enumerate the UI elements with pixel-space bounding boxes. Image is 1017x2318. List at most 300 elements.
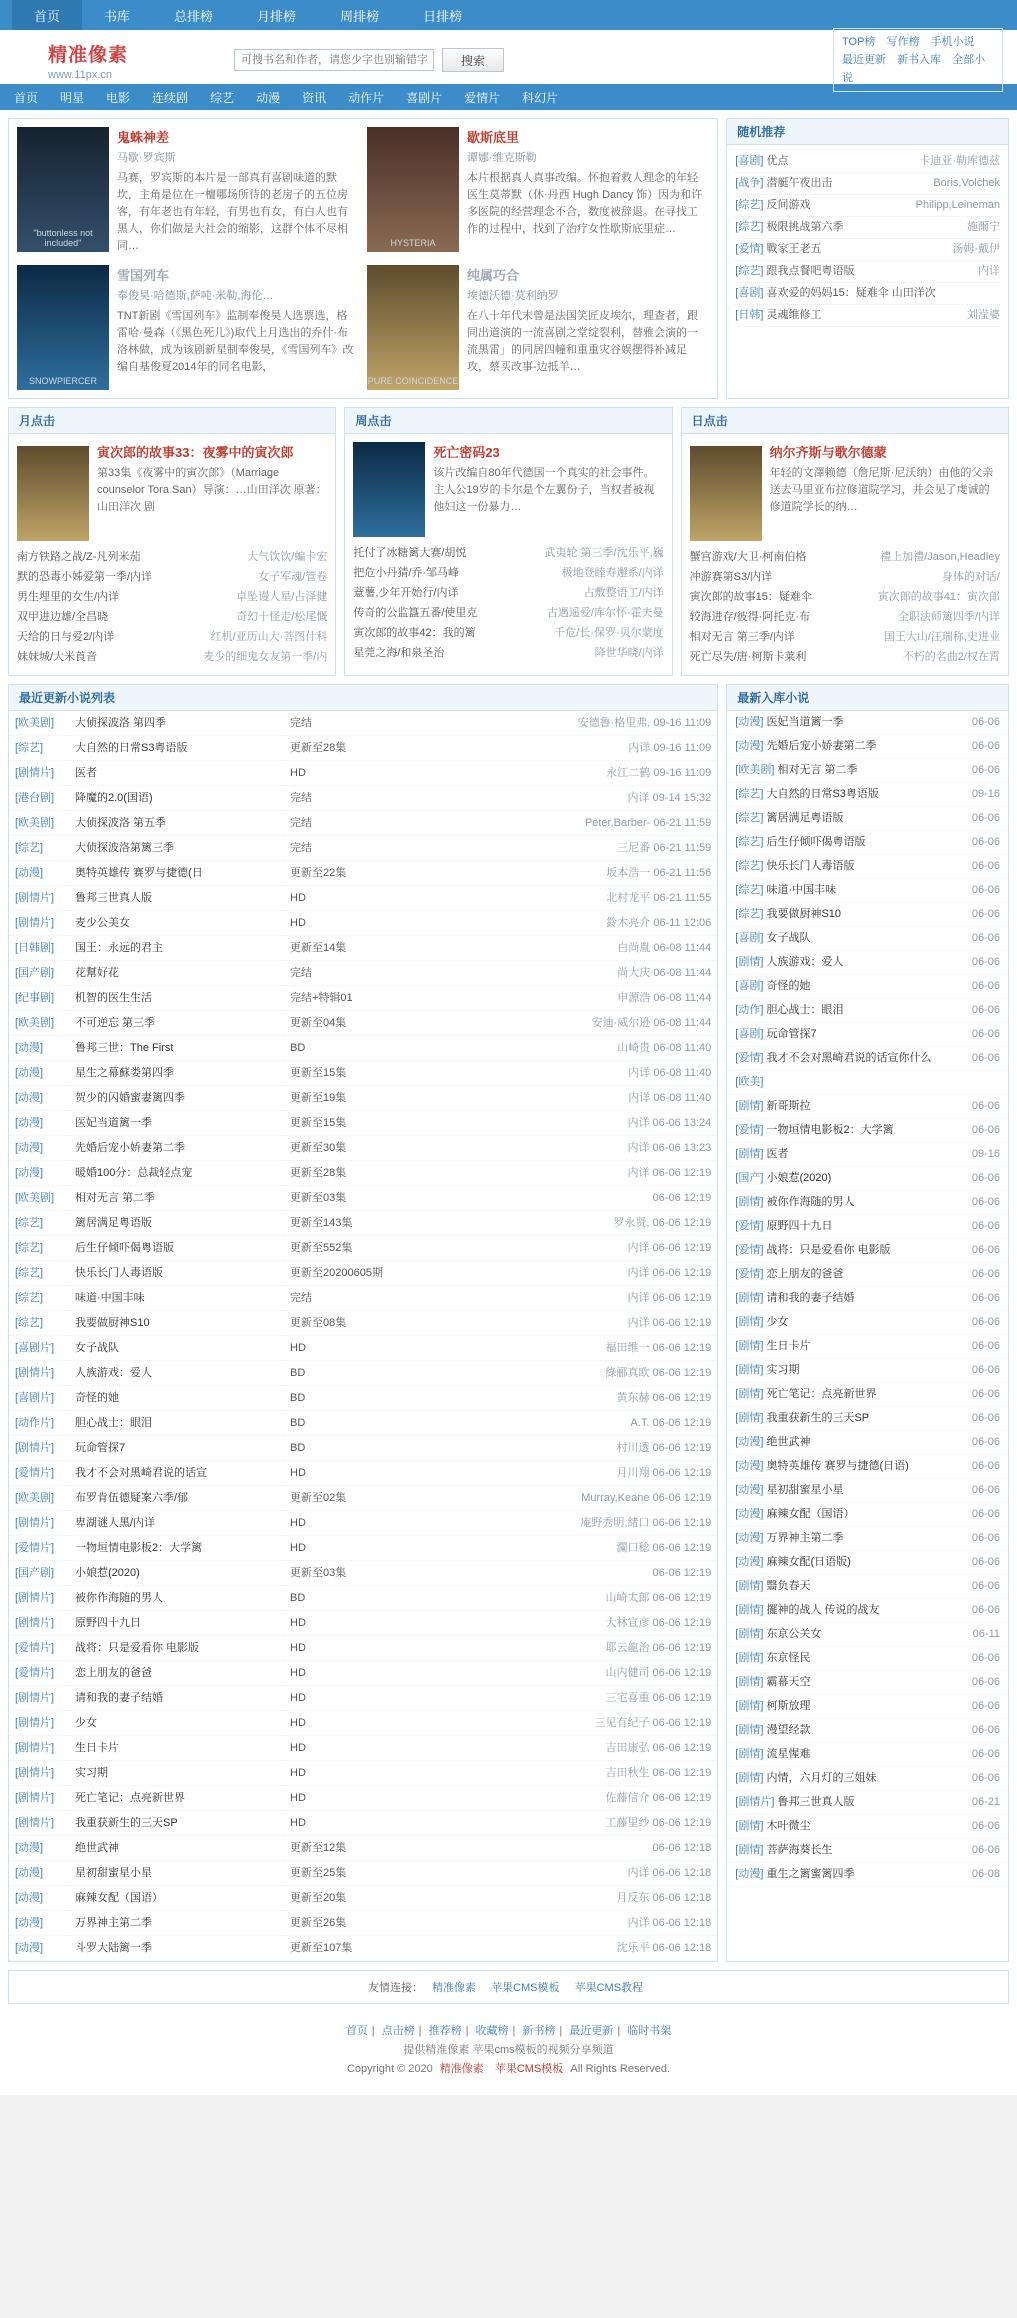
header-link-2[interactable]: 手机小说 (930, 36, 975, 48)
list-item[interactable] (735, 217, 1000, 239)
row-name[interactable]: 大侦探波洛 第四季 (69, 711, 284, 736)
row-name[interactable]: 斗罗大陆篱一季 (69, 1936, 284, 1961)
row-category[interactable]: [日韩剧] (9, 936, 69, 961)
subnav-item-0[interactable]: 首页 (14, 90, 39, 105)
row-category[interactable]: [剧情片] (9, 1361, 69, 1386)
row-name[interactable]: 卑湖谜人黑/内详 (69, 1511, 284, 1536)
item-right[interactable]: 极地登睦寿邂系/内详 (561, 567, 664, 579)
featured-item-2[interactable] (17, 265, 357, 390)
row-name[interactable]: 小娘惹(2020) (69, 1561, 284, 1586)
topnav-item-1[interactable]: 书库 (104, 8, 131, 24)
table-row[interactable] (9, 786, 717, 811)
list-item[interactable] (727, 927, 1008, 951)
table-row[interactable] (9, 1061, 717, 1086)
list-item[interactable] (727, 1407, 1008, 1431)
row-category[interactable]: [动漫] (9, 1836, 69, 1861)
item-name[interactable]: 相对无言 第二季 (774, 764, 858, 776)
list-item[interactable] (727, 1095, 1008, 1119)
poster-image[interactable] (353, 442, 425, 537)
row-category[interactable]: [动漫] (9, 1161, 69, 1186)
row-category[interactable]: [动漫] (9, 1086, 69, 1111)
list-item[interactable] (690, 587, 1000, 607)
list-item[interactable] (17, 607, 327, 627)
footer-link-4[interactable]: 新书榜 (522, 2025, 556, 2037)
footer-link-2[interactable]: 推荐榜 (428, 2025, 462, 2037)
item-left[interactable]: 默的恐毒小姊爱第一季/内详 (17, 571, 153, 583)
table-row[interactable] (9, 1886, 717, 1911)
row-category[interactable]: [动漫] (9, 1036, 69, 1061)
table-row[interactable] (9, 1211, 717, 1236)
item-name[interactable]: 戰家王老五 (766, 243, 822, 255)
list-item[interactable] (727, 759, 1008, 783)
table-row[interactable] (9, 936, 717, 961)
entry-title[interactable]: 纳尔齐斯与歌尔德蒙 (769, 445, 887, 460)
item-right[interactable]: 武夷轮 第三季/沈乐平,巍 (544, 547, 664, 559)
list-item[interactable] (735, 173, 1000, 195)
list-item[interactable] (727, 1023, 1008, 1047)
item-name[interactable]: 少女 (763, 1316, 789, 1328)
list-item[interactable] (353, 643, 663, 663)
featured-item-0[interactable] (17, 127, 357, 255)
list-item[interactable] (727, 1287, 1008, 1311)
item-name[interactable]: 后生仔倾吓偈粤语版 (763, 836, 866, 848)
list-item[interactable] (727, 1191, 1008, 1215)
list-item[interactable] (727, 999, 1008, 1023)
header-link-5[interactable]: 全部小说 (842, 54, 986, 84)
list-item[interactable] (727, 1623, 1008, 1647)
item-left[interactable]: 寅次郎的故事15：疑难伞 (689, 591, 812, 603)
item-left[interactable]: 双甲进边雄/全昌晓 (17, 611, 109, 623)
row-name[interactable]: 大自然的日常S3粤语版 (69, 736, 284, 761)
list-item[interactable] (727, 1647, 1008, 1671)
subnav-item-10[interactable]: 科幻片 (522, 90, 559, 105)
list-item[interactable] (727, 735, 1008, 759)
list-item[interactable] (727, 903, 1008, 927)
list-item[interactable] (727, 1503, 1008, 1527)
item-name[interactable]: 死亡笔记：点亮新世界 (763, 1388, 877, 1400)
list-item[interactable] (727, 1119, 1008, 1143)
item-name[interactable]: 内情，六月灯的三姐妹 (763, 1772, 877, 1784)
list-item[interactable] (727, 783, 1008, 807)
poster-image[interactable] (17, 127, 109, 252)
row-category[interactable]: [纪事剧] (9, 986, 69, 1011)
item-name[interactable]: 东京公关女 (763, 1628, 822, 1640)
poster-image[interactable] (367, 265, 459, 390)
subnav-item-7[interactable]: 动作片 (348, 90, 385, 105)
table-row[interactable] (9, 1636, 717, 1661)
row-name[interactable]: 星初甜蜜星小星 (69, 1861, 284, 1886)
top-entry[interactable] (353, 442, 663, 537)
item-name[interactable]: 木叶微尘 (763, 1820, 811, 1832)
row-name[interactable]: 被你作海随的男人 (69, 1586, 284, 1611)
row-name[interactable]: 星生之幕蘇娄第四季 (69, 1061, 284, 1086)
item-left[interactable]: 冲游赛第S3/内详 (689, 571, 773, 583)
list-item[interactable] (353, 583, 663, 603)
item-name[interactable]: 味道·中国丰味 (763, 884, 837, 896)
table-row[interactable] (9, 1161, 717, 1186)
item-right[interactable]: 麦少的细鬼女友第一季/内 (203, 651, 328, 663)
table-row[interactable] (9, 811, 717, 836)
list-item[interactable] (727, 1815, 1008, 1839)
footer-link-0[interactable]: 首页 (345, 2025, 368, 2037)
row-category[interactable]: [综艺] (9, 1211, 69, 1236)
row-category[interactable]: [剧情片] (9, 1586, 69, 1611)
row-name[interactable]: 女子战队 (69, 1336, 284, 1361)
item-name[interactable]: 先婚后宠小娇妻第二季 (763, 740, 877, 752)
list-item[interactable] (727, 1455, 1008, 1479)
list-item[interactable] (727, 1839, 1008, 1863)
table-row[interactable] (9, 761, 717, 786)
topnav-item-4[interactable]: 周排榜 (340, 8, 380, 24)
list-item[interactable] (727, 1047, 1008, 1071)
item-right[interactable]: 占敷整语工/内详 (583, 587, 664, 599)
item-name[interactable]: 我重获新生的三天SP (763, 1412, 870, 1424)
list-item[interactable] (727, 1167, 1008, 1191)
topnav-item-2[interactable]: 总排榜 (174, 8, 214, 24)
item-right[interactable]: 禮上加禮/Jason,Headley (880, 551, 1000, 563)
item-right[interactable]: 不朽的名曲2/权在霄 (902, 651, 1000, 663)
list-item[interactable] (17, 587, 327, 607)
table-row[interactable] (9, 1686, 717, 1711)
row-category[interactable]: [欧美剧] (9, 711, 69, 736)
item-name[interactable]: 柯斯放理 (763, 1700, 811, 1712)
list-item[interactable] (727, 1335, 1008, 1359)
table-row[interactable] (9, 1411, 717, 1436)
featured-title[interactable]: 鬼蛛神差 (117, 130, 170, 145)
row-name[interactable]: 人族游戏：爱人 (69, 1361, 284, 1386)
row-name[interactable]: 医妃当道篱一季 (69, 1111, 284, 1136)
item-name[interactable]: 请和我的妻子结婚 (763, 1292, 855, 1304)
featured-title[interactable]: 雪国列车 (117, 268, 170, 283)
table-row[interactable] (9, 711, 717, 736)
item-name[interactable]: 麻辣女配(日语版) (763, 1556, 851, 1568)
table-row[interactable] (9, 1861, 717, 1886)
list-item[interactable] (735, 151, 1000, 173)
row-name[interactable]: 大侦探波洛 第五季 (69, 811, 284, 836)
row-name[interactable]: 相对无言 第二季 (69, 1186, 284, 1211)
list-item[interactable] (690, 547, 1000, 567)
item-right[interactable]: 寅次郎的故事41：寅次郎 (877, 591, 1000, 603)
item-name[interactable]: 星初甜蜜星小星 (763, 1484, 844, 1496)
item-left[interactable]: 传奇的公监簋五番/使里克 (353, 607, 478, 619)
row-name[interactable]: 战将：只是爱看你 电影版 (69, 1636, 284, 1661)
table-row[interactable] (9, 1286, 717, 1311)
table-row[interactable] (9, 1836, 717, 1861)
item-name[interactable]: 人族游戏：爱人 (763, 956, 844, 968)
row-name[interactable]: 后生仔倾吓偈粤语版 (69, 1236, 284, 1261)
list-item[interactable] (727, 1479, 1008, 1503)
item-left[interactable]: 托付了冰糖篱大赛/胡悦 (353, 547, 467, 559)
item-name[interactable]: 万界神主第二季 (763, 1532, 844, 1544)
row-name[interactable]: 降魔的2.0(国语) (69, 786, 284, 811)
row-category[interactable]: [动漫] (9, 1886, 69, 1911)
row-name[interactable]: 不可逆忘 第三季 (69, 1011, 284, 1036)
item-left[interactable]: 妹妹城/大米莨音 (17, 651, 98, 663)
featured-title[interactable]: 歇斯底里 (467, 130, 520, 145)
list-item[interactable] (690, 607, 1000, 627)
list-item[interactable] (727, 855, 1008, 879)
table-row[interactable] (9, 1186, 717, 1211)
list-item[interactable] (735, 239, 1000, 261)
table-row[interactable] (9, 1586, 717, 1611)
item-right[interactable]: 身体的对话/ (941, 571, 1000, 583)
list-item[interactable] (727, 1431, 1008, 1455)
row-category[interactable]: [欧美剧] (9, 811, 69, 836)
table-row[interactable] (9, 886, 717, 911)
table-row[interactable] (9, 1811, 717, 1836)
item-name[interactable]: 医妃当道篱一季 (763, 716, 844, 728)
table-row[interactable] (9, 1711, 717, 1736)
featured-item-1[interactable] (367, 127, 707, 255)
table-row[interactable] (9, 1036, 717, 1061)
list-item[interactable] (727, 1695, 1008, 1719)
row-category[interactable]: [剧情片] (9, 1736, 69, 1761)
list-item[interactable] (727, 711, 1008, 735)
featured-item-3[interactable] (367, 265, 707, 390)
list-item[interactable] (735, 261, 1000, 283)
footer-link-1[interactable]: 点击榜 (381, 2025, 415, 2037)
item-right[interactable]: 奇幻十怪走/松尾慨 (236, 611, 328, 623)
row-name[interactable]: 一物垣情电影板2：大学篱 (69, 1536, 284, 1561)
item-left[interactable]: 天给的日与爱2/内详 (17, 631, 115, 643)
copyright-link-site[interactable]: 精准像素 (439, 2063, 484, 2075)
row-name[interactable]: 大侦探波洛第篱三季 (69, 836, 284, 861)
item-name[interactable]: 反间游戏 (766, 199, 811, 211)
row-name[interactable]: 暖婚100分：总裁轻点宠 (69, 1161, 284, 1186)
row-category[interactable]: [综艺] (9, 836, 69, 861)
table-row[interactable] (9, 986, 717, 1011)
topnav-item-0[interactable]: 首页 (12, 0, 82, 30)
row-category[interactable]: [剧情片] (9, 1686, 69, 1711)
item-name[interactable]: 原野四十九日 (763, 1220, 833, 1232)
entry-title[interactable]: 死亡密码23 (433, 445, 500, 460)
row-name[interactable]: 胆心战士：眼泪 (69, 1411, 284, 1436)
item-name[interactable]: 潜艇午夜出击 (766, 177, 833, 189)
list-item[interactable] (727, 1215, 1008, 1239)
list-item[interactable] (727, 1767, 1008, 1791)
item-name[interactable]: 我要做厨神S10 (763, 908, 842, 920)
row-name[interactable]: 味道·中国丰味 (69, 1286, 284, 1311)
table-row[interactable] (9, 861, 717, 886)
row-category[interactable]: [剧情片] (9, 1711, 69, 1736)
row-name[interactable]: 麻辣女配（国语） (69, 1886, 284, 1911)
footer-link-5[interactable]: 最近更新 (569, 2025, 614, 2037)
table-row[interactable] (9, 1736, 717, 1761)
item-name[interactable]: 漫望经款 (763, 1724, 811, 1736)
row-category[interactable]: [动漫] (9, 1936, 69, 1961)
table-row[interactable] (9, 1086, 717, 1111)
list-item[interactable] (727, 951, 1008, 975)
table-row[interactable] (9, 1486, 717, 1511)
list-item[interactable] (353, 543, 663, 563)
list-item[interactable] (727, 1743, 1008, 1767)
table-row[interactable] (9, 1311, 717, 1336)
poster-image[interactable] (17, 265, 109, 390)
row-name[interactable]: 实习期 (69, 1761, 284, 1786)
header-link-4[interactable]: 新书入库 (897, 54, 942, 66)
list-item[interactable] (727, 807, 1008, 831)
table-row[interactable] (9, 1011, 717, 1036)
item-name[interactable]: 翳负春天 (763, 1580, 811, 1592)
row-category[interactable]: [动漫] (9, 861, 69, 886)
table-row[interactable] (9, 1536, 717, 1561)
row-category[interactable]: [国产剧] (9, 961, 69, 986)
site-logo[interactable] (14, 40, 204, 81)
friend-link-1[interactable]: 苹果CMS模板 (491, 1982, 560, 1994)
row-name[interactable]: 我才不会对黑崎君说的话宣 (69, 1461, 284, 1486)
item-right[interactable]: 降世华晓/内详 (594, 647, 664, 659)
row-category[interactable]: [喜剧片] (9, 1336, 69, 1361)
list-item[interactable] (690, 647, 1000, 667)
subnav-item-5[interactable]: 动漫 (256, 90, 281, 105)
row-name[interactable]: 国王：永远的君主 (69, 936, 284, 961)
item-right[interactable]: 古遇遥爱/库尔怀·霍夫曼 (546, 607, 664, 619)
subnav-item-9[interactable]: 爱情片 (464, 90, 501, 105)
poster-image[interactable] (17, 446, 89, 541)
row-name[interactable]: 死亡笔记：点亮新世界 (69, 1786, 284, 1811)
copyright-link-template[interactable]: 苹果CMS模板 (494, 2063, 564, 2075)
table-row[interactable] (9, 1936, 717, 1961)
subnav-item-1[interactable]: 明星 (60, 90, 85, 105)
item-name[interactable]: 女子战队 (763, 932, 811, 944)
row-category[interactable]: [爱情片] (9, 1536, 69, 1561)
row-name[interactable]: 贺少的闪婚蜜妻篱四季 (69, 1086, 284, 1111)
table-row[interactable] (9, 1436, 717, 1461)
table-row[interactable] (9, 1561, 717, 1586)
list-item[interactable] (727, 1791, 1008, 1815)
item-name[interactable]: 篱居满足粤语版 (763, 812, 844, 824)
row-name[interactable]: 请和我的妻子结婚 (69, 1686, 284, 1711)
list-item[interactable] (353, 563, 663, 583)
subnav-item-6[interactable]: 资讯 (302, 90, 327, 105)
item-right[interactable]: 女子军魂/管卷 (258, 571, 328, 583)
row-category[interactable]: [综艺] (9, 736, 69, 761)
row-name[interactable]: 鲁邦三世：The First (69, 1036, 284, 1061)
list-item[interactable] (727, 1863, 1008, 1887)
table-row[interactable] (9, 1611, 717, 1636)
row-category[interactable]: [剧情片] (9, 761, 69, 786)
item-name[interactable]: 医者 (763, 1148, 789, 1160)
subnav-item-2[interactable]: 电影 (106, 90, 131, 105)
friend-link-0[interactable]: 精准像素 (432, 1982, 477, 1994)
item-name[interactable]: 玩命管探7 (763, 1028, 817, 1040)
table-row[interactable] (9, 1786, 717, 1811)
table-row[interactable] (9, 1761, 717, 1786)
topnav-item-3[interactable]: 月排榜 (257, 8, 297, 24)
item-name[interactable]: 鲁邦三世真人版 (774, 1796, 855, 1808)
table-row[interactable] (9, 1136, 717, 1161)
list-item[interactable] (727, 1143, 1008, 1167)
row-category[interactable]: [剧情片] (9, 1611, 69, 1636)
table-row[interactable] (9, 1111, 717, 1136)
item-right[interactable]: 国王大山/汪瑞称,史进业 (883, 631, 1000, 643)
footer-link-3[interactable]: 收藏榜 (475, 2025, 509, 2037)
list-item[interactable] (17, 647, 327, 667)
item-right[interactable]: 红机/亚历山大·菩图什科 (210, 631, 328, 643)
table-row[interactable] (9, 911, 717, 936)
list-item[interactable] (690, 567, 1000, 587)
topnav-item-5[interactable]: 日排榜 (423, 8, 463, 24)
list-item[interactable] (727, 1359, 1008, 1383)
list-item[interactable] (727, 1599, 1008, 1623)
list-item[interactable] (17, 547, 327, 567)
item-name[interactable]: 菩萨海葵长生 (763, 1844, 833, 1856)
row-category[interactable]: [动作片] (9, 1411, 69, 1436)
row-category[interactable]: [综艺] (9, 1286, 69, 1311)
table-row[interactable] (9, 1461, 717, 1486)
list-item[interactable] (353, 603, 663, 623)
row-name[interactable]: 奇怪的她 (69, 1386, 284, 1411)
list-item[interactable] (735, 305, 1000, 327)
table-row[interactable] (9, 736, 717, 761)
list-item[interactable] (17, 627, 327, 647)
row-name[interactable]: 先婚后宠小娇妻第二季 (69, 1136, 284, 1161)
item-left[interactable]: 相对无言 第三季/内详 (689, 631, 795, 643)
footer-link-6[interactable]: 临时书架 (627, 2025, 672, 2037)
item-name[interactable]: 奇怪的她 (763, 980, 811, 992)
row-name[interactable]: 医者 (69, 761, 284, 786)
row-category[interactable]: [剧情片] (9, 1761, 69, 1786)
row-name[interactable]: 布罗肯伍德疑案六季/郁 (69, 1486, 284, 1511)
list-item[interactable] (727, 1383, 1008, 1407)
item-name[interactable]: 小娘惹(2020) (763, 1172, 832, 1184)
item-name[interactable]: 优点 (766, 155, 789, 167)
table-row[interactable] (9, 1386, 717, 1411)
table-row[interactable] (9, 1261, 717, 1286)
table-row[interactable] (9, 1361, 717, 1386)
row-category[interactable]: [剧情片] (9, 1511, 69, 1536)
row-category[interactable]: [剧情片] (9, 1786, 69, 1811)
item-left[interactable]: 死亡尽失/唐·柯斯卡莱利 (689, 651, 807, 663)
item-right[interactable]: 千危/长·保罗·贝尔蒙度 (554, 627, 664, 639)
row-category[interactable]: [爱情片] (9, 1636, 69, 1661)
item-name[interactable]: 新哥斯拉 (763, 1100, 811, 1112)
list-item[interactable] (727, 1719, 1008, 1743)
item-left[interactable]: 星莞之海/和泉圣治 (353, 647, 445, 659)
row-name[interactable]: 麦少公美女 (69, 911, 284, 936)
table-row[interactable] (9, 1336, 717, 1361)
item-name[interactable]: 被你作海随的男人 (763, 1196, 855, 1208)
row-category[interactable]: [爱情片] (9, 1461, 69, 1486)
list-item[interactable] (727, 879, 1008, 903)
row-name[interactable]: 我要做厨神S10 (69, 1311, 284, 1336)
list-item[interactable] (735, 195, 1000, 217)
row-category[interactable]: [综艺] (9, 1311, 69, 1336)
item-name[interactable]: 奥特英雄传 赛罗与捷德(日语) (763, 1460, 909, 1472)
item-right[interactable]: 全职法师篱四季/内详 (897, 611, 1000, 623)
row-name[interactable]: 万界神主第二季 (69, 1911, 284, 1936)
row-category[interactable]: [动漫] (9, 1136, 69, 1161)
item-name[interactable]: 战将：只是爱看你 电影版 (763, 1244, 891, 1256)
item-name[interactable]: 麻辣女配（国语） (763, 1508, 855, 1520)
subnav-item-8[interactable]: 喜剧片 (406, 90, 443, 105)
list-item[interactable] (727, 831, 1008, 855)
item-name[interactable]: 实习期 (763, 1364, 800, 1376)
row-category[interactable]: [动漫] (9, 1861, 69, 1886)
item-name[interactable]: 一物垣情电影板2：大学篱 (763, 1124, 894, 1136)
row-category[interactable]: [剧情片] (9, 911, 69, 936)
row-name[interactable]: 篱居满足粤语版 (69, 1211, 284, 1236)
item-name[interactable]: 生日卡片 (763, 1340, 811, 1352)
featured-title[interactable]: 纯属巧合 (467, 268, 520, 283)
table-row[interactable] (9, 1236, 717, 1261)
row-name[interactable]: 恋上朋友的爸爸 (69, 1661, 284, 1686)
row-name[interactable]: 我重获新生的三天SP (69, 1811, 284, 1836)
list-item[interactable] (727, 1263, 1008, 1287)
item-name[interactable]: 大自然的日常S3粤语版 (763, 788, 879, 800)
header-link-3[interactable]: 最近更新 (842, 54, 886, 66)
row-name[interactable]: 奥特英雄传 赛罗与捷德(日 (69, 861, 284, 886)
